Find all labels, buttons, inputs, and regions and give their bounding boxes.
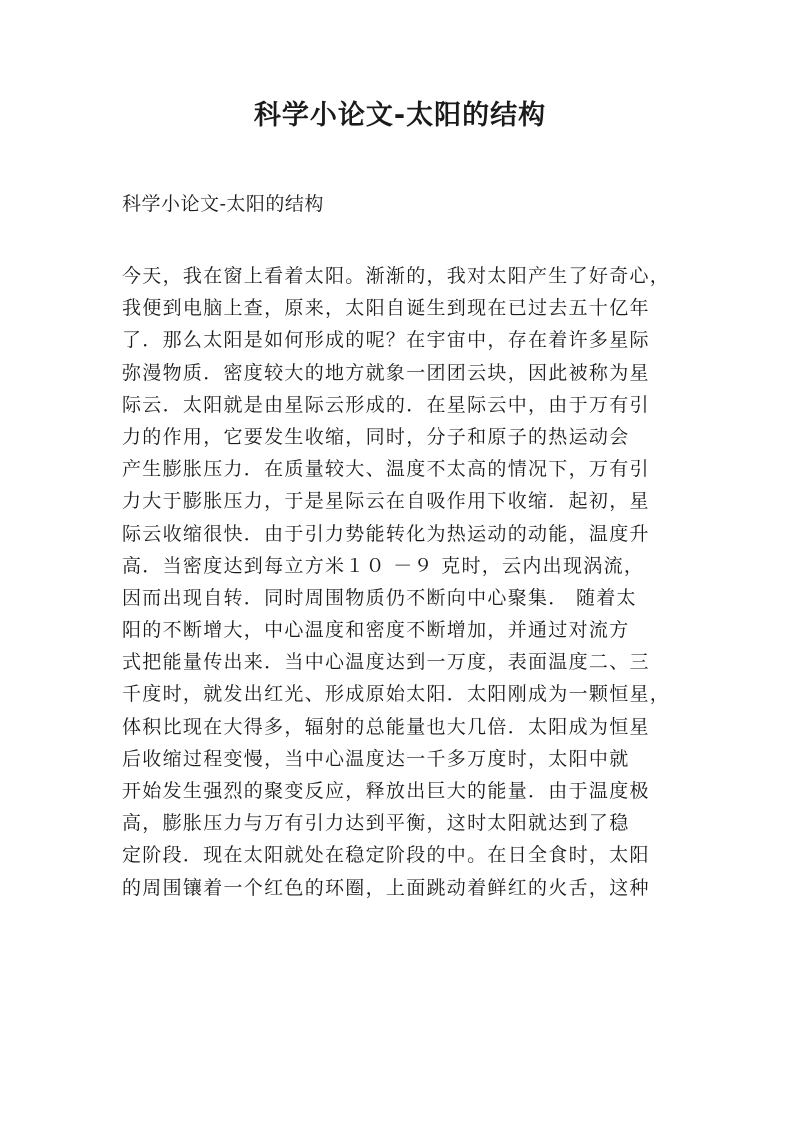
paragraph-line: 后收缩过程变慢，当中心温度达一千多万度时，太阳中就 (122, 747, 630, 770)
paragraph-line: 今天，我在窗上看着太阳。渐渐的，我对太阳产生了好奇心， (122, 265, 671, 287)
paragraph-line: 高．当密度达到每立方米１０ －９ 克时，云内出现涡流， (122, 554, 645, 577)
paragraph-line: 式把能量传出来．当中心温度达到一万度，表面温度二、三 (122, 651, 650, 674)
paragraph-line: 产生膨胀压力．在质量较大、温度不太高的情况下，万有引 (122, 458, 650, 481)
paragraph-line: 的周围镶着一个红色的环圈，上面跳动着鲜红的火舌，这种 (122, 876, 650, 899)
paragraph-line: 开始发生强烈的聚变反应，释放出巨大的能量．由于温度极 (122, 780, 650, 802)
paragraph-line: 力大于膨胀压力，于是星际云在自吸作用下收缩．起初，星 (122, 490, 650, 513)
paragraph-line: 因而出现自转．同时周围物质仍不断向中心聚集． 随着太 (122, 586, 637, 609)
document-subtitle: 科学小论文-太阳的结构 (122, 193, 324, 215)
paragraph-line: 际云收缩很快．由于引力势能转化为热运动的动能，温度升 (122, 522, 650, 545)
body-paragraph (122, 260, 682, 904)
paragraph-line: 阳的不断增大，中心温度和密度不断增加，并通过对流方 (122, 619, 630, 642)
paragraph-line: 力的作用，它要发生收缩，同时，分子和原子的热运动会 (122, 425, 630, 448)
paragraph-line: 体积比现在大得多，辐射的总能量也大几倍．太阳成为恒星 (122, 715, 650, 738)
paragraph-line: 了．那么太阳是如何形成的呢？在宇宙中，存在着许多星际 (122, 329, 650, 352)
paragraph-line: 定阶段．现在太阳就处在稳定阶段的中。在日全食时，太阳 (122, 844, 650, 867)
paragraph-line: 弥漫物质．密度较大的地方就象一团团云块，因此被称为星 (122, 361, 650, 384)
document-title: 科学小论文-太阳的结构 (253, 100, 547, 131)
paragraph-line: 际云．太阳就是由星际云形成的．在星际云中，由于万有引 (122, 393, 650, 416)
paragraph-line: 我便到电脑上查，原来，太阳自诞生到现在已过去五十亿年 (122, 297, 650, 320)
paragraph-line: 高，膨胀压力与万有引力达到平衡，这时太阳就达到了稳 (122, 812, 630, 835)
paragraph-line: 千度时，就发出红光、形成原始太阳．太阳刚成为一颗恒星， (122, 683, 671, 706)
